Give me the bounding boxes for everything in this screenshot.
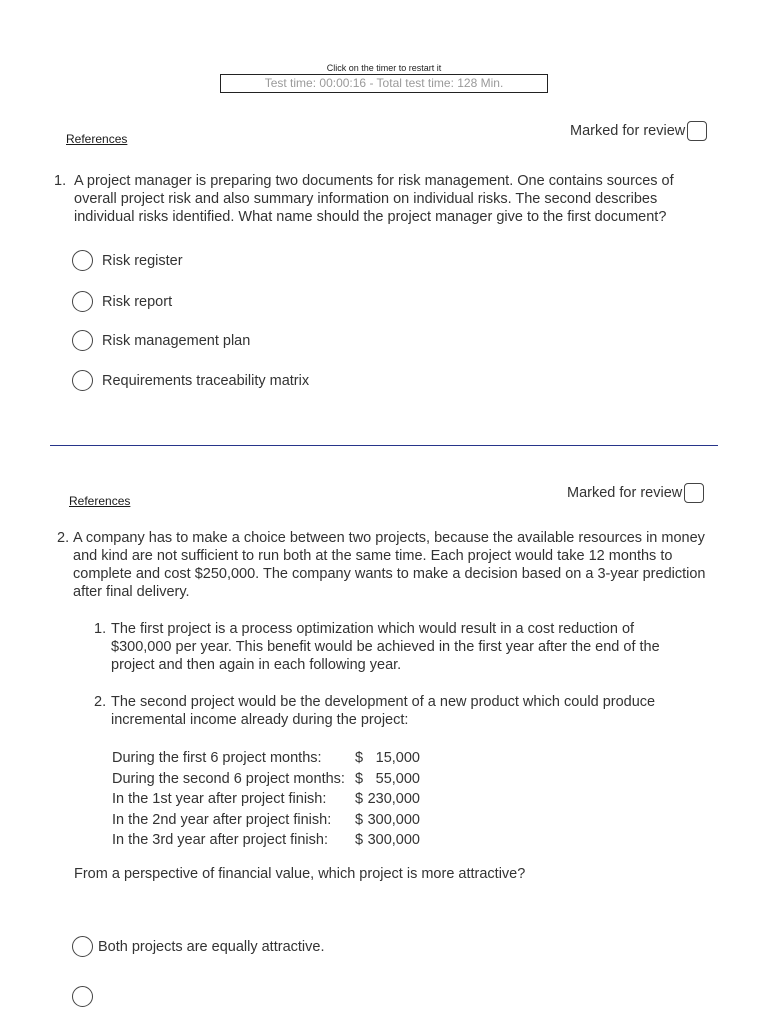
income-amount: 300,000 <box>367 811 420 828</box>
q2-subitem-1 <box>94 620 694 674</box>
q2-subitem-2 <box>94 693 694 729</box>
income-amount: 55,000 <box>375 770 420 787</box>
q2-subitem-2-number: 2. <box>94 694 107 710</box>
timer-display[interactable]: Test time: 00:00:16 - Total test time: 128 Min. <box>220 74 548 93</box>
q2-references-link[interactable]: References <box>69 494 131 508</box>
q2-text: A company has to make a choice between two projects, because the available resources in money and kind are not sufficient to run both at the same time. Each project would take 12 months to complete and cost $250,000. The company wants to make a decision based on a 3-year prediction after final delivery. <box>73 530 706 600</box>
q1-text: A project manager is preparing two documents for risk management. One contains sources of overall project risk and also summary information on individual risks. The second describes individual risks identified. What name should the project manager give to the first document? <box>74 173 674 225</box>
q1-number: 1. <box>54 173 67 189</box>
q2-option-2-radio[interactable] <box>72 986 93 1007</box>
q2-number: 2. <box>57 530 70 546</box>
income-currency: $ <box>355 770 364 787</box>
income-table <box>112 748 420 851</box>
q1-option-3[interactable] <box>72 330 250 351</box>
q1-review-checkbox[interactable] <box>687 121 707 141</box>
q2-prompt: From a perspective of financial value, which project is more attractive? <box>74 866 526 882</box>
income-currency: $ <box>355 750 364 766</box>
income-row <box>112 789 420 810</box>
q2-subitem-1-number: 1. <box>94 621 107 637</box>
income-amount: 300,000 <box>367 832 420 848</box>
q2-review-label: Marked for review <box>567 485 683 501</box>
income-label: In the 1st year after project finish: <box>112 791 327 807</box>
q1-references-link[interactable]: References <box>66 132 128 146</box>
q1-option-2-radio[interactable] <box>72 291 93 312</box>
income-label: During the first 6 project months: <box>112 750 322 766</box>
q1-option-3-radio[interactable] <box>72 330 93 351</box>
income-amount: 15,000 <box>375 750 420 766</box>
q1-option-4-radio[interactable] <box>72 370 93 391</box>
q1-option-2-label: Risk report <box>102 293 173 310</box>
income-amount: 230,000 <box>367 791 420 807</box>
income-row <box>112 830 420 851</box>
q2-option-1[interactable] <box>72 936 324 957</box>
income-label: During the second 6 project months: <box>112 770 345 787</box>
q2-option-1-radio[interactable] <box>72 936 93 957</box>
q1-option-1[interactable] <box>72 250 183 271</box>
question-divider <box>50 445 718 446</box>
income-currency: $ <box>355 832 364 848</box>
q1-option-3-label: Risk management plan <box>102 332 251 349</box>
q1-question <box>54 172 714 226</box>
q1-option-1-label: Risk register <box>102 252 183 269</box>
q1-review-label: Marked for review <box>570 123 686 139</box>
timer-hint: Click on the timer to restart it <box>326 63 442 73</box>
q1-option-2[interactable] <box>72 291 172 312</box>
q2-subitem-1-text: The first project is a process optimization which would result in a cost reduction of $300,000 per year. This benefit would be achieved in the first year after the end of the project and then again in each following year. <box>111 621 660 673</box>
q2-marked-for-review[interactable] <box>567 483 704 503</box>
q1-marked-for-review[interactable] <box>570 121 707 141</box>
q2-question <box>57 529 709 601</box>
income-label: In the 2nd year after project finish: <box>112 811 332 828</box>
income-row <box>112 810 420 831</box>
income-currency: $ <box>355 811 364 828</box>
q2-subitem-2-text: The second project would be the development of a new product which could produce incremental income already during the project: <box>111 694 656 728</box>
income-row <box>112 748 420 769</box>
q2-option-1-label: Both projects are equally attractive. <box>98 938 325 955</box>
q1-option-1-radio[interactable] <box>72 250 93 271</box>
q2-review-checkbox[interactable] <box>684 483 704 503</box>
q1-option-4-label: Requirements traceability matrix <box>102 372 310 389</box>
income-currency: $ <box>355 791 364 807</box>
income-row <box>112 769 420 790</box>
income-label: In the 3rd year after project finish: <box>112 832 328 848</box>
q1-option-4[interactable] <box>72 370 309 391</box>
